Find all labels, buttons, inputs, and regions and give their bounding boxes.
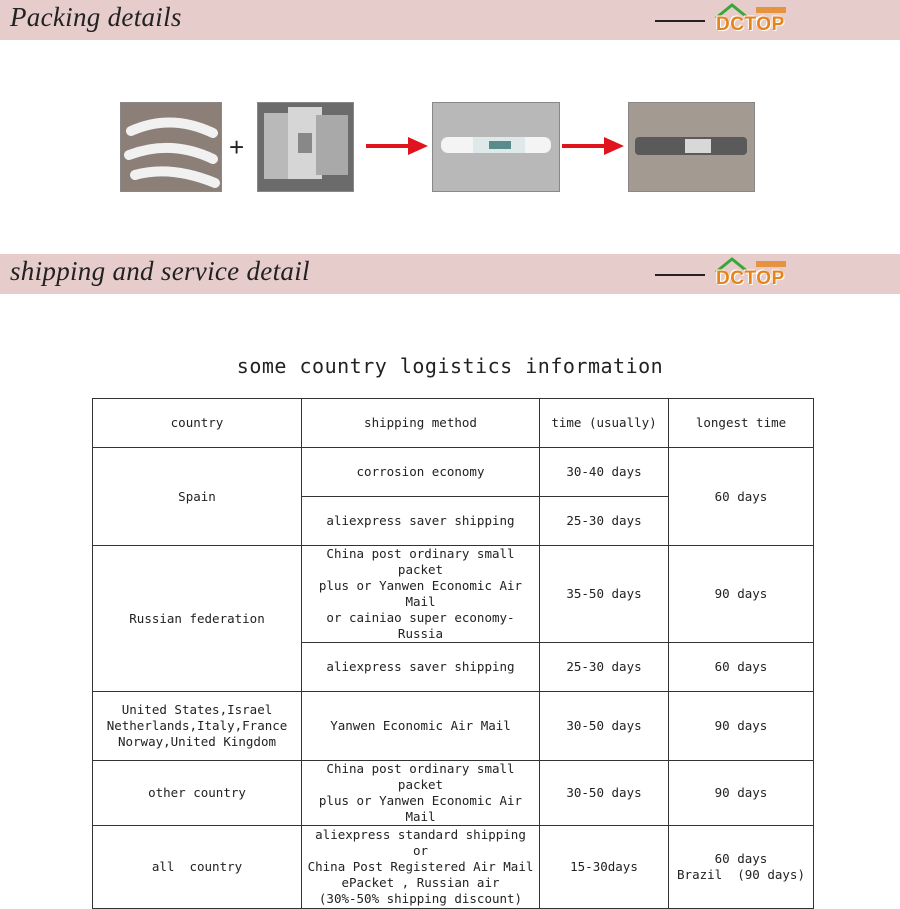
- method-cell: China post ordinary small packet plus or Yanwen Economic Air Mail: [302, 761, 540, 826]
- method-cell: aliexpress saver shipping: [302, 643, 540, 692]
- time-cell: 25-30 days: [540, 497, 669, 546]
- time-cell: 30-50 days: [540, 761, 669, 826]
- logo-text: DCTOP: [716, 14, 785, 35]
- header-shipping-method: shipping method: [302, 399, 540, 448]
- country-cell: Russian federation: [93, 546, 302, 692]
- method-cell: China post ordinary small packet plus or Yanwen Economic Air Mail or cainiao super economy-Russia: [302, 546, 540, 643]
- country-cell: Spain: [93, 448, 302, 546]
- time-cell: 30-50 days: [540, 692, 669, 761]
- wrapped-tube-photo: [432, 102, 560, 192]
- logo-text: DCTOP: [716, 268, 785, 289]
- method-cell: corrosion economy: [302, 448, 540, 497]
- country-cell: United States,Israel Netherlands,Italy,France Norway,United Kingdom: [93, 692, 302, 761]
- logistics-table-title: some country logistics information: [236, 354, 664, 378]
- header-longest-time: longest time: [669, 399, 814, 448]
- method-cell: aliexpress standard shipping or China Post Registered Air Mail ePacket , Russian air (30%-50% shipping discount): [302, 826, 540, 909]
- arrow-right-icon: [366, 136, 428, 156]
- longest-time-cell: 90 days: [669, 692, 814, 761]
- time-cell: 25-30 days: [540, 643, 669, 692]
- packing-steps: [0, 102, 900, 192]
- tubes-photo: [120, 102, 222, 192]
- shipping-service-banner: [0, 254, 900, 294]
- header-country: country: [93, 399, 302, 448]
- time-cell: 30-40 days: [540, 448, 669, 497]
- longest-time-cell: 60 days: [669, 448, 814, 546]
- header-time: time (usually): [540, 399, 669, 448]
- country-cell: all country: [93, 826, 302, 909]
- packing-details-banner: [0, 0, 900, 40]
- banner-divider-line: [655, 20, 705, 22]
- time-cell: 35-50 days: [540, 546, 669, 643]
- longest-time-cell: 90 days: [669, 761, 814, 826]
- longest-time-cell: 90 days: [669, 546, 814, 643]
- arrow-right-icon: [562, 136, 624, 156]
- method-cell: Yanwen Economic Air Mail: [302, 692, 540, 761]
- country-cell: other country: [93, 761, 302, 826]
- table-row: [93, 692, 814, 761]
- table-row: [93, 448, 814, 497]
- dctop-logo: [712, 256, 792, 292]
- table-row: [93, 546, 814, 643]
- banner-divider-line: [655, 274, 705, 276]
- longest-time-cell: 60 days: [669, 643, 814, 692]
- shipping-service-title: shipping and service detail: [10, 256, 310, 286]
- longest-time-cell: 60 days Brazil (90 days): [669, 826, 814, 909]
- time-cell: 15-30days: [540, 826, 669, 909]
- plus-sign: +: [229, 132, 245, 162]
- table-row: [93, 761, 814, 826]
- method-cell: aliexpress saver shipping: [302, 497, 540, 546]
- packed-tube-photo: [628, 102, 755, 192]
- table-header-row: [93, 399, 814, 448]
- table-row: [93, 826, 814, 909]
- dctop-logo: [712, 2, 792, 38]
- logistics-table: [92, 398, 814, 909]
- foil-bags-photo: [257, 102, 354, 192]
- packing-details-title: Packing details: [10, 2, 182, 32]
